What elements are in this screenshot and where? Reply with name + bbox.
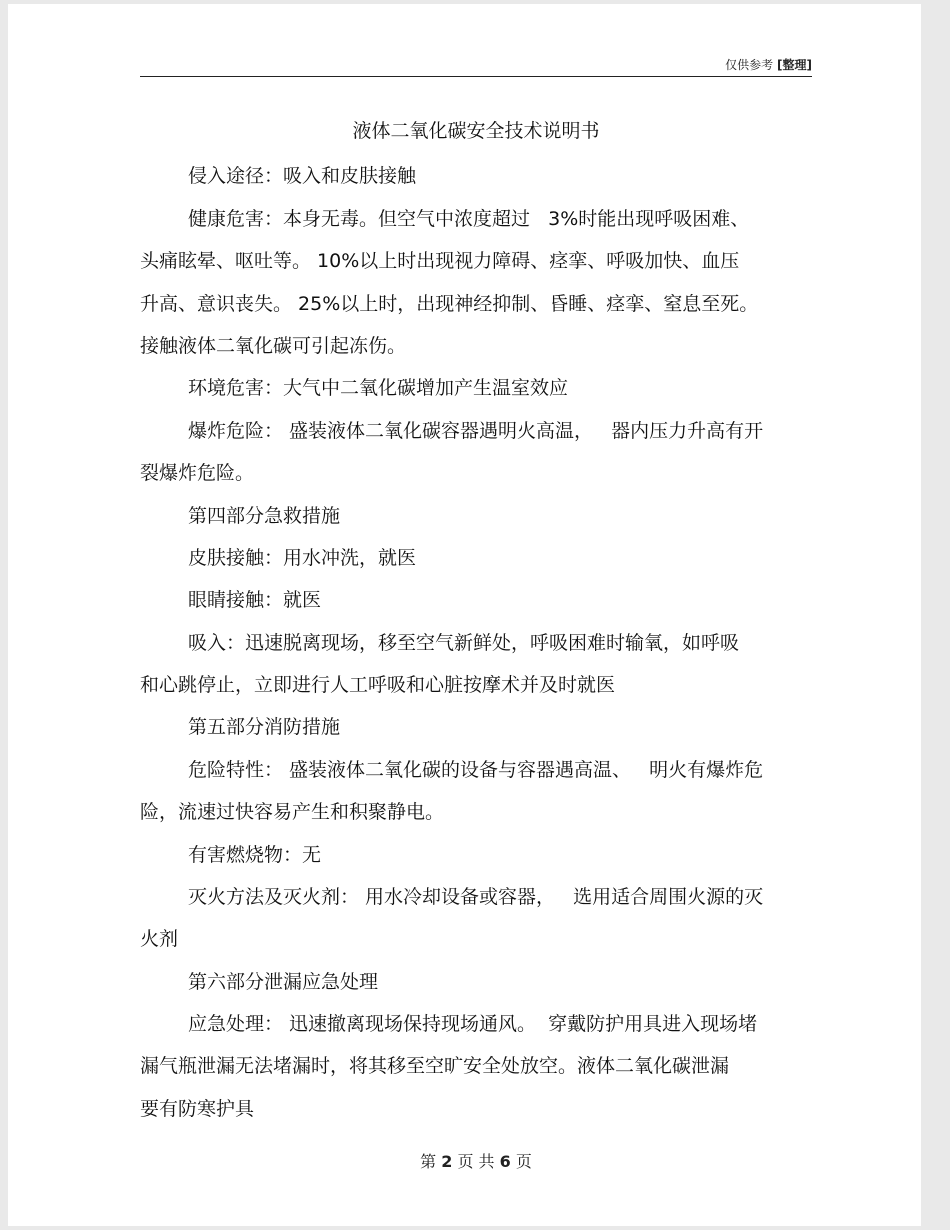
- section-heading: 第五部分消防措施: [188, 716, 341, 738]
- document-page: [8, 4, 921, 1226]
- paragraph-line: 漏气瓶泄漏无法堵漏时，将其移至空旷安全处放空。液体二氧化碳泄漏: [140, 1055, 730, 1077]
- page-footer: [140, 1149, 812, 1172]
- paragraph-line: 眼睛接触：就医: [188, 589, 322, 611]
- paragraph-line: 侵入途径：吸入和皮肤接触: [188, 165, 417, 187]
- paragraph-line: 裂爆炸危险。: [140, 462, 255, 484]
- paragraph-line: 吸入：迅速脱离现场，移至空气新鲜处，呼吸困难时输氧，如呼吸: [188, 632, 740, 654]
- paragraph-line: 头痛眩晕、呕吐等。 10%以上时出现视力障碍、痉挛、呼吸加快、血压: [140, 250, 740, 272]
- paragraph-line: 接触液体二氧化碳可引起冻伤。: [140, 335, 407, 357]
- paragraph-line: 环境危害：大气中二氧化碳增加产生温室效应: [188, 377, 569, 399]
- document-title: 液体二氧化碳安全技术说明书: [352, 120, 600, 142]
- header-bracket: [整理]: [777, 58, 812, 72]
- paragraph-line: 皮肤接触：用水冲洗，就医: [188, 547, 417, 569]
- paragraph-line: 火剂: [140, 928, 179, 950]
- footer-page-number: 2: [441, 1152, 453, 1171]
- page-header: [140, 56, 812, 73]
- footer-prefix: 第: [420, 1152, 437, 1171]
- paragraph-line: 健康危害：本身无毒。但空气中浓度超过 3%时能出现呼吸困难、: [188, 208, 750, 230]
- paragraph-line: 有害燃烧物：无: [188, 844, 322, 866]
- paragraph-line: 升高、意识丧失。 25%以上时，出现神经抑制、昏睡、痉挛、窒息至死。: [140, 293, 759, 315]
- footer-total-pages: 6: [499, 1152, 511, 1171]
- section-heading: 第四部分急救措施: [188, 505, 341, 527]
- paragraph-line: 和心跳停止，立即进行人工呼吸和心脏按摩术并及时就医: [140, 674, 616, 696]
- paragraph-line: 灭火方法及灭火剂： 用水冷却设备或容器， 选用适合周围火源的灭: [188, 886, 764, 908]
- footer-suffix: 页: [515, 1152, 532, 1171]
- paragraph-line: 应急处理： 迅速撤离现场保持现场通风。 穿戴防护用具进入现场堵: [188, 1013, 758, 1035]
- footer-middle: 页 共: [457, 1152, 495, 1171]
- paragraph-line: 爆炸危险： 盛装液体二氧化碳容器遇明火高温， 器内压力升高有开: [188, 420, 764, 442]
- paragraph-line: 危险特性： 盛装液体二氧化碳的设备与容器遇高温、 明火有爆炸危: [188, 759, 764, 781]
- header-text: 仅供参考: [725, 58, 774, 72]
- paragraph-line: 险，流速过快容易产生和积聚静电。: [140, 801, 445, 823]
- paragraph-line: 要有防寒护具: [140, 1098, 255, 1120]
- header-rule: [140, 76, 812, 77]
- section-heading: 第六部分泄漏应急处理: [188, 971, 379, 993]
